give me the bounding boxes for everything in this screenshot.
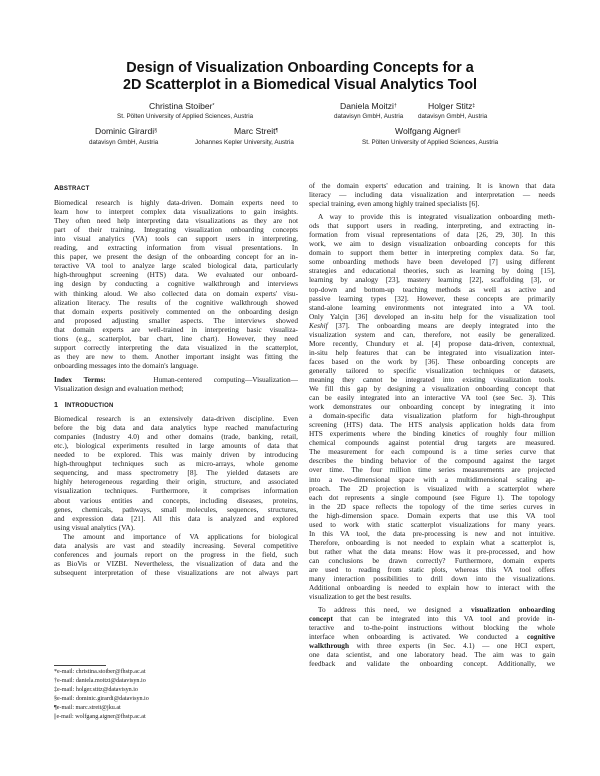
text-line: that domain experts are well-trained in interpreting basic visualiza- bbox=[54, 324, 298, 334]
text-line: etc.), biological experiments resulted in large amounts of data that bbox=[54, 441, 298, 451]
body-paragraph bbox=[309, 212, 555, 601]
text-line: In this VA tool, the data pre-processing is new and not intuitive. bbox=[309, 528, 555, 538]
body-paragraph: To address this need, we designed a visualization onboarding concept that can be integrated into this VA tool and provide in- teractive and to-the-point instructions without blocking the whole interface when onboarding is activated. We conducted a cognitive walkthrough with three experts (in Sec. 4.1) — one HCI expert, one data scientist, and one laboratory head. The aim was to gain feedback and validate the onboarding concept. Additionally, we bbox=[309, 605, 555, 669]
text-line: conferences and journals report on the progress in the field, such bbox=[54, 549, 298, 559]
text-line: high-throughput techniques such as micro-arrays, whole genome bbox=[54, 459, 298, 469]
text-line: many interaction possibilities to drill down into the visualizations. bbox=[309, 574, 555, 584]
author-name: Daniela Moitzi† bbox=[340, 101, 397, 111]
text-line: a domain-specific data visualization platform for high-throughput bbox=[309, 411, 555, 421]
text-line: high-throughput screening (HTS) data. We evaluated our onboard- bbox=[54, 270, 298, 280]
text-line: into a two-dimensional space with a multidimensional scaling ap- bbox=[309, 474, 555, 484]
text-line: passive learning types [32]. However, these concepts are primarily bbox=[309, 293, 555, 303]
body-paragraph bbox=[309, 181, 555, 208]
text-line: special training, even among highly trained specialists [6]. bbox=[309, 199, 480, 209]
author-name: Dominic Girardi§ bbox=[95, 126, 157, 136]
footnote: †e-mail: daniela.moitzi@datavisyn.io bbox=[54, 678, 146, 684]
footnote-rule bbox=[54, 665, 106, 666]
text-line: as BioVis or VIZBI. Nevertheless, the visualization of data and the bbox=[54, 558, 298, 568]
text-line: of the domain experts' education and training. It is known that data bbox=[309, 181, 555, 190]
text-line: ing design by conducting a cognitive walkthrough and interviews bbox=[54, 279, 298, 289]
text-line: Only Yalçin [36] developed an in-situ help for the visualization tool bbox=[309, 311, 555, 321]
text-line: domain to support them better in interpreting complex data. So far, bbox=[309, 248, 555, 258]
footnote: ||e-mail: wolfgang.aigner@fhstp.ac.at bbox=[54, 714, 146, 720]
footnote: ‡e-mail: holger.stitz@datavisyn.io bbox=[54, 687, 138, 693]
text-line: with thinking aloud. We also collected data on domain experts' visu- bbox=[54, 288, 298, 298]
text-line: top-down and bottom-up teaching methods as well as active and bbox=[309, 284, 555, 294]
text-line: More recently, Chundury et al. [4] propose data-driven, contextual, bbox=[309, 338, 555, 348]
text-line: teractive VA tool to analyze large scaled biological data, particularly bbox=[54, 261, 298, 271]
text-line: formation from visual representations of data [26, 29, 30]. In this bbox=[309, 230, 555, 240]
text-line: strategies and educational theories, such as learning by doing [15], bbox=[309, 266, 555, 276]
text-line: chemical compounds against potential drug targets are measured. bbox=[309, 438, 555, 448]
text-line: learning by analogy [23], mastery learning [22], scaffolding [3], or bbox=[309, 275, 555, 285]
text-line: Biomedical research is highly data-driven. Domain experts need to bbox=[54, 198, 298, 208]
text-line: subsequent interpretation of these visualizations are not always part bbox=[54, 567, 298, 577]
author-name: Marc Streit¶ bbox=[234, 126, 279, 136]
text-line: HTS experiments where the binding kinetics of roughly four million bbox=[309, 429, 555, 439]
text-line: ods that support users in reading, interpreting, and extracting in- bbox=[309, 221, 555, 231]
text-line: that domain experts positively commented on the onboarding design bbox=[54, 306, 298, 316]
introduction-paragraph bbox=[54, 532, 298, 577]
text-line: can conclusions be drawn correctly? Furthermore, domain experts bbox=[309, 555, 555, 565]
text-line: needed to be explored. This was mainly driven by introducing bbox=[54, 450, 298, 460]
text-line: faces based on the work by [36]. These onboarding concepts are bbox=[309, 356, 555, 366]
text-line: Therefore, onboarding is not needed to explain what a scatterplot is, bbox=[309, 537, 555, 547]
text-line: stand-alone learning environments not integrated into a VA tool. bbox=[309, 302, 555, 312]
author-affiliation: datavisyn GmbH, Austria bbox=[334, 113, 404, 120]
abstract-body bbox=[54, 198, 298, 370]
text-line: are used to reading from static plots, whereas this VA tool offers bbox=[309, 564, 555, 574]
paper-title-line-1: Design of Visualization Onboarding Concepts for a bbox=[126, 60, 474, 76]
introduction-heading: 1 INTRODUCTION bbox=[54, 400, 114, 410]
author-affiliation: St. Pölten University of Applied Sciences, Austria bbox=[362, 139, 499, 146]
text-line: learn how to interpret complex data visualizations to gain insights. bbox=[54, 207, 298, 217]
footnote: §e-mail: dominic.girardi@datavisyn.io bbox=[54, 696, 149, 702]
introduction-paragraph bbox=[54, 414, 298, 532]
text-line: tions (e.g., scatterplot, bar chart, line chart). However, they need bbox=[54, 333, 298, 343]
text-line: reading, and extracting information from visual presentations. In bbox=[54, 243, 298, 253]
text-line: support correctly interpreting the data visualized in the scatterplot, bbox=[54, 342, 298, 352]
text-line: the high-dimension space. Domain experts that use this VA tool bbox=[309, 510, 555, 520]
text-line: Biomedical research is an extensively data-driven discipline. Even bbox=[54, 414, 298, 424]
paper-title-line-2: 2D Scatterplot in a Biomedical Visual Analytics Tool bbox=[123, 77, 477, 93]
text-line: Keshif [37]. The onboarding means are deeply integrated into the bbox=[309, 320, 555, 330]
text-line: meaning they cannot be integrated into existing visualization tools. bbox=[309, 374, 555, 384]
text-line: data analysis are vast and steadily increasing. Several competitive bbox=[54, 540, 298, 550]
author-affiliation: Johannes Kepler University, Austria bbox=[195, 139, 294, 146]
text-line: Additional onboarding is needed to explain how to interact with the bbox=[309, 583, 555, 593]
index-terms-line: Visualization design and evaluation method; bbox=[54, 383, 184, 393]
index-terms-line: Index Terms: Human-centered computing—Visualization— bbox=[54, 374, 298, 384]
text-line: genes, chemicals, pathways, small molecules, sequences, structures, bbox=[54, 504, 298, 514]
text-line: used to work with static scatterplot visualizations for many years. bbox=[309, 519, 555, 529]
text-line: into visual analytics (VA) tools can support users in interpreting, bbox=[54, 234, 298, 244]
author-name: Wolfgang Aigner|| bbox=[395, 126, 461, 136]
author-affiliation: datavisyn GmbH, Austria bbox=[89, 139, 159, 146]
text-line: work demonstrates our onboarding concept by integrating it into bbox=[309, 402, 555, 412]
author-name: Holger Stitz‡ bbox=[428, 101, 476, 111]
text-line: this paper, we present the design of the onboarding concept for an in- bbox=[54, 252, 298, 262]
text-line: and proposed adjusting smaller aspects. The interviews showed bbox=[54, 315, 298, 325]
text-line: The measurement for each compound is a time series curve that bbox=[309, 447, 555, 457]
text-line: companies (Industry 4.0) and other domains (trade, banking, retail, bbox=[54, 432, 298, 442]
text-line: We fill this gap by designing a visualization onboarding concept that bbox=[309, 384, 555, 394]
text-line: and expression data [21]. All this data is analyzed and explored bbox=[54, 513, 298, 523]
text-line: They often need help interpreting data visualizations as they are not bbox=[54, 216, 298, 226]
author-affiliation: datavisyn GmbH, Austria bbox=[418, 113, 488, 120]
text-line: work, we aim to design visualization onboarding concepts for this bbox=[309, 239, 555, 249]
text-line: part of their training. Integrating visualization onboarding concepts bbox=[54, 225, 298, 235]
text-line: The amount and importance of VA applications for biological bbox=[63, 531, 298, 541]
text-line: about various entities and concepts, including diseases, proteins, bbox=[54, 495, 298, 505]
text-line: proach. The 2D projection is visualized with a scatterplot where bbox=[309, 483, 555, 493]
author-affiliation: St. Pölten University of Applied Sciences, Austria bbox=[117, 113, 254, 120]
text-line: but rather what the data means: How was it pre-processed, and how bbox=[309, 546, 555, 556]
text-line: onboarding messages into the domain's language. bbox=[54, 360, 199, 370]
text-line: each dot represents a single compound (see Figure 1). The topology bbox=[309, 492, 555, 502]
text-line: using visual analytics (VA). bbox=[54, 522, 135, 532]
text-line: visualization to get the best results. bbox=[309, 592, 412, 602]
text-line: in-situ help features that can be integrated into visualization inter- bbox=[309, 347, 555, 357]
text-line: highly heterogeneous regarding their origin, structure, and associated bbox=[54, 477, 298, 487]
text-line: over time. The four million time series measurements are projected bbox=[309, 465, 555, 475]
text-line: literacy — including data visualization and interpretation — needs bbox=[309, 190, 555, 200]
author-name: Christina Stoiber* bbox=[149, 101, 215, 111]
abstract-heading: ABSTRACT bbox=[54, 183, 90, 192]
text-line: describes the binding behavior of the compound against the target bbox=[309, 456, 555, 466]
text-line: as they are new to them. Another important insight was fitting the bbox=[54, 351, 298, 361]
text-line: alization literacy. The results of the cognitive walkthrough showed bbox=[54, 297, 298, 307]
text-line: A way to provide this is integrated visualization onboarding meth- bbox=[318, 212, 555, 222]
text-line: some onboarding methods have been developed [7] using different bbox=[309, 257, 555, 267]
footnote: ¶e-mail: marc.streit@jku.at bbox=[54, 705, 121, 711]
text-line: visualization system and can, therefore, not easily be generalized. bbox=[309, 329, 555, 339]
text-line: screening (HTS) data. The HTS analysis application holds data from bbox=[309, 420, 555, 430]
footnote: *e-mail: christina.stoiber@fhstp.ac.at bbox=[54, 669, 146, 675]
text-line: generally tailored to specific visualization techniques or datasets, bbox=[309, 365, 555, 375]
left-column bbox=[54, 183, 298, 577]
text-line: sequencing, and mass spectrometry [8]. The yielded datasets are bbox=[54, 468, 298, 478]
text-line: can be easily integrated into an interactive VA tool (see Sec. 3). This bbox=[309, 393, 555, 403]
text-line: visualization techniques. Furthermore, it comprises information bbox=[54, 486, 298, 496]
text-line: before the big data and data analytics hype reached manufacturing bbox=[54, 423, 298, 433]
text-line: in the 2D space reflects the topology of the time series curves in bbox=[309, 501, 555, 511]
right-column bbox=[309, 181, 555, 668]
